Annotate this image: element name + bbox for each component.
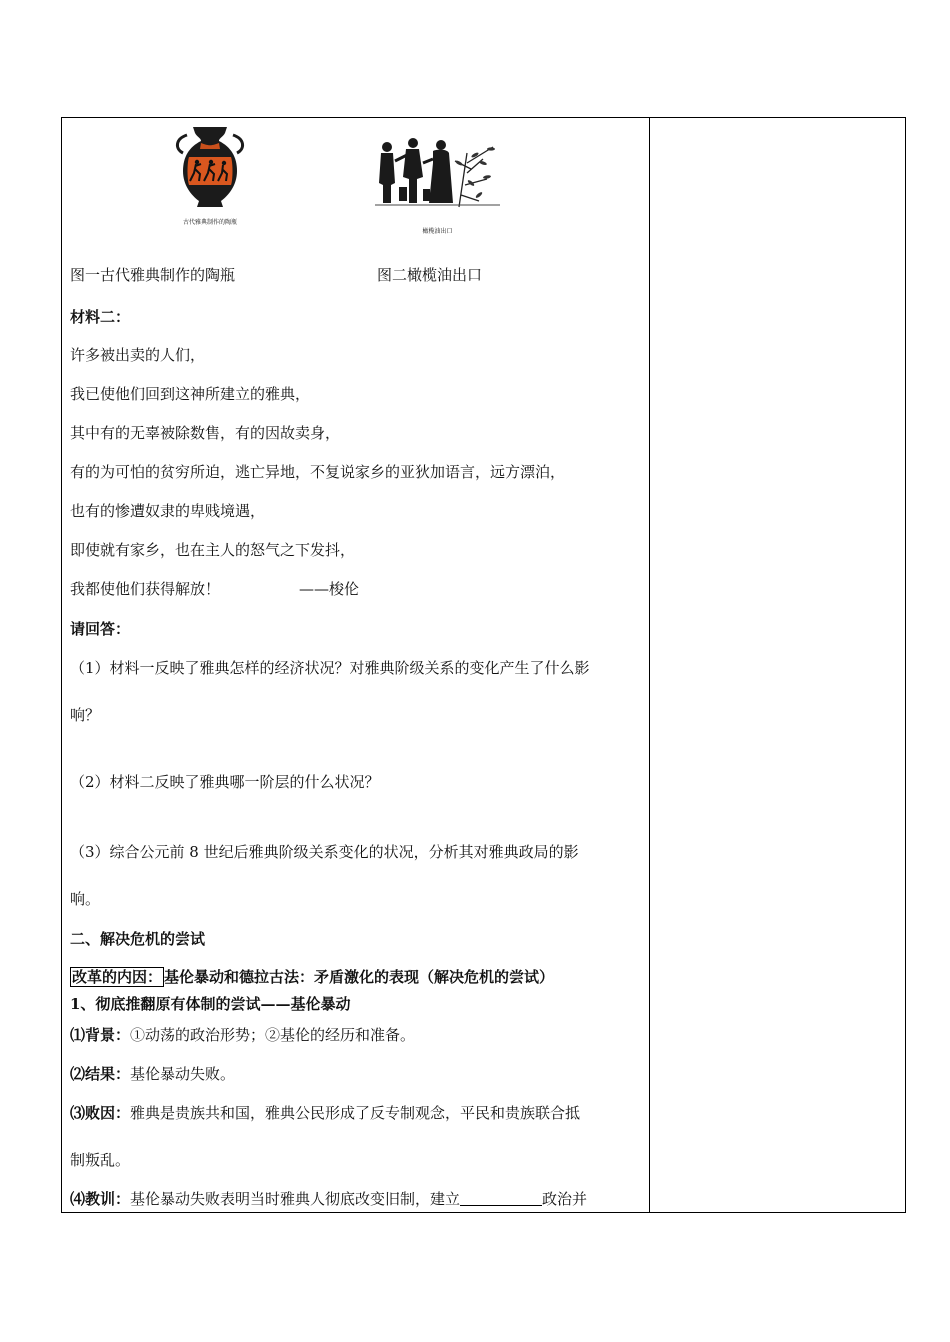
background-label: ⑴背景： — [70, 1026, 131, 1044]
cause-label: ⑶败因： — [70, 1104, 131, 1122]
figure2-label: 图二橄榄油出口 — [377, 266, 483, 284]
poem-line: 许多被出卖的人们， — [70, 346, 206, 364]
poem-line: 其中有的无辜被除数售，有的因故卖身， — [70, 424, 341, 442]
fill-blank[interactable] — [460, 1191, 542, 1206]
lesson-text-cont: 政治并 — [542, 1190, 588, 1208]
section2-heading: 二、解决危机的尝试 — [70, 930, 206, 948]
result-label: ⑵结果： — [70, 1065, 131, 1083]
questions-heading: 请回答： — [70, 620, 131, 638]
question-3: （3）综合公元前 8 世纪后雅典阶级关系变化的状况，分析其对雅典政局的影 — [70, 843, 579, 861]
result-line — [70, 1064, 235, 1084]
cause-text: 雅典是贵族共和国，雅典公民形成了反专制观念，平民和贵族联合抵 — [130, 1104, 581, 1122]
column-divider — [649, 117, 650, 1213]
poem-line: 我已使他们回到这神所建立的雅典， — [70, 385, 311, 403]
lesson-label: ⑷教训： — [70, 1190, 131, 1208]
subheading-1: 1、彻底推翻原有体制的尝试——基伦暴动 — [70, 995, 351, 1013]
cause-line — [70, 1103, 580, 1123]
result-text: 基伦暴动失败。 — [130, 1065, 236, 1083]
reform-text: 基伦暴动和德拉古法：矛盾激化的表现（解决危机的尝试） — [164, 968, 555, 986]
poem-line: 我都使他们获得解放！ — [70, 580, 221, 598]
olive-oil-figure — [375, 133, 500, 233]
question-1: （1）材料一反映了雅典怎样的经济状况？对雅典阶级关系的变化产生了什么影 — [70, 659, 590, 677]
background-text: ①动荡的政治形势；②基伦的经历和准备。 — [130, 1026, 416, 1044]
cause-line-cont: 制叛乱。 — [70, 1151, 131, 1169]
background-line — [70, 1025, 415, 1045]
vase-image — [165, 123, 255, 213]
poem-line: 有的为可怕的贫穷所迫，逃亡异地，不复说家乡的亚狄加语言，远方漂泊， — [70, 463, 566, 481]
reform-label: 改革的内因： — [72, 968, 163, 986]
figure1-label: 图一古代雅典制作的陶瓶 — [70, 266, 236, 284]
lesson-line — [70, 1189, 587, 1209]
olive-oil-small-caption: 橄榄油出口 — [422, 228, 453, 235]
reform-line — [70, 967, 554, 987]
vase-small-caption: 古代雅典制作的陶瓶 — [182, 219, 237, 226]
material2-heading: 材料二： — [70, 308, 131, 326]
poem-line: 也有的惨遭奴隶的卑贱境遇， — [70, 502, 266, 520]
vase-figure — [165, 123, 255, 226]
question-2: （2）材料二反映了雅典哪一阶层的什么状况？ — [70, 773, 380, 791]
poem-line: 即使就有家乡，也在主人的怒气之下发抖， — [70, 541, 356, 559]
olive-oil-image — [375, 133, 500, 225]
lesson-text: 基伦暴动失败表明当时雅典人彻底改变旧制，建立 — [130, 1190, 461, 1208]
question-3-cont: 响。 — [70, 890, 101, 908]
poem-attribution: ——梭伦 — [299, 580, 360, 598]
question-1-cont: 响？ — [70, 706, 101, 724]
